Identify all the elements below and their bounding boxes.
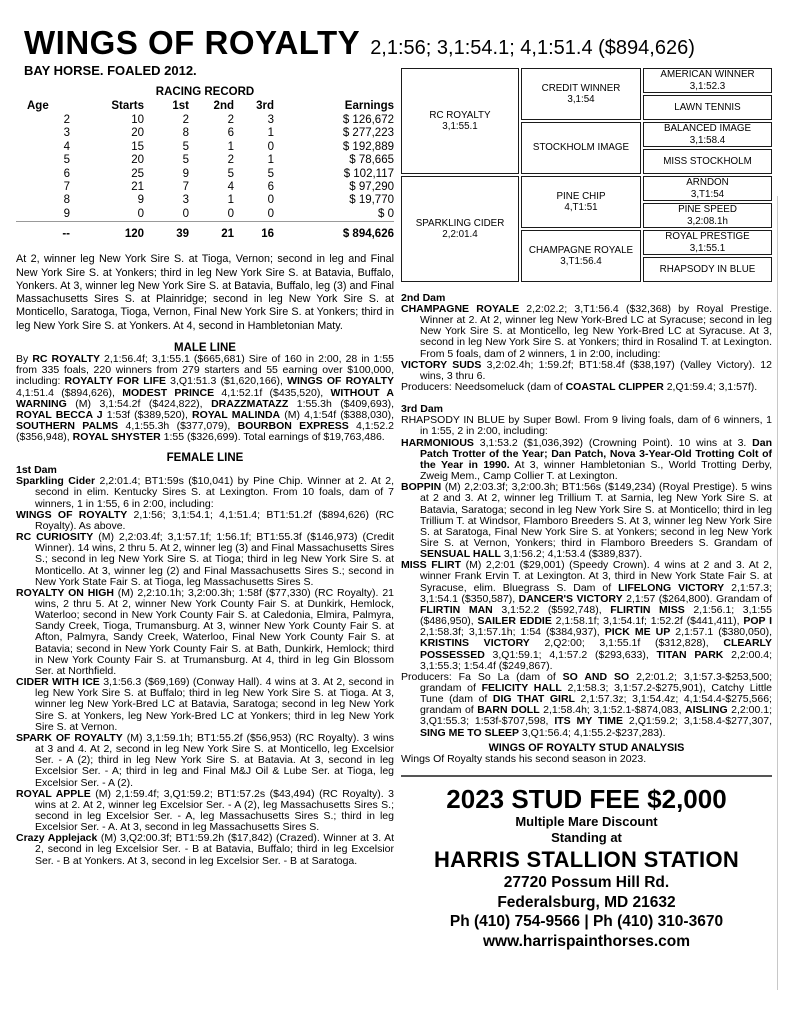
racing-cell: 1 bbox=[267, 127, 274, 140]
horse-entry: RHAPSODY IN BLUE by Super Bowl. From 9 living foals, dam of 6 winners, 1 in 1:55, 2 in 2:00, including: bbox=[401, 414, 772, 438]
pedigree-cell bbox=[401, 68, 519, 174]
racing-cell: 1 bbox=[267, 154, 274, 167]
racing-record-body bbox=[16, 114, 394, 242]
horse-entry: CIDER WITH ICE 3,1:56.3 ($69,169) (Conway Hall). 4 wins at 3. At 2, second in leg New York Sire S. at Buffalo; third in leg New York Sire S. at Tioga. At 3, winner leg New York-Bred LC at Batavia, Saratoga; second in leg New York Sire S. at Yonkers, leg New York-Bred LC at Yonkers; third in leg New York Sire S. at Vernon. bbox=[16, 676, 394, 733]
racing-cell: 0 bbox=[267, 194, 274, 207]
standing-at-label: Standing at bbox=[551, 830, 622, 846]
racing-cell: 4 bbox=[63, 140, 70, 153]
racing-row bbox=[16, 141, 394, 154]
horse-entry: Sparkling Cider 2,2:01.4; BT1:59s ($10,041) by Pine Chip. Winner at 2. At 2, second in elim. Kentucky Sires S. at Lexington. From 10 foals, dam of 7 winners, 1 in 1:55, 6 in 2:00, including: bbox=[16, 475, 394, 510]
racing-cell: 0 bbox=[227, 207, 234, 220]
racing-cell: 16 bbox=[234, 222, 274, 243]
racing-cell: 4 bbox=[227, 181, 234, 194]
page-edge-line bbox=[777, 196, 778, 990]
racing-cell: 21 bbox=[131, 181, 144, 194]
pedigree-horse-time: 3,T1:54 bbox=[690, 188, 725, 200]
pedigree-horse-name: ROYAL PRESTIGE bbox=[665, 231, 750, 242]
horse-entry: ROYALTY ON HIGH (M) 2,2:10.1h; 3,2:00.3h; 1:58f ($77,330) (RC Royalty). 21 wins, 2 thru 5. At 2, winner New York County Fair S. at Dunkirk, Hemlock, Waterloo; second in New York County Fair S. at Caledonia, Elmira, Palmyra, Sandy Creek, Tioga, Trumansburg. At 3, winner New York County Fair S. at Afton, Palmyra, Sandy Creek, Waterloo, Final New York County Fair S. at Batavia; second in New York County Fair S. at Bath, Dunkirk, Hemlock; third in New York County Fair S. at Trumansburg. At 4, third in leg Gin Blossom Ser. at Northfield. bbox=[16, 586, 394, 677]
pedigree-horse-name: SPARKLING CIDER bbox=[415, 217, 505, 229]
racing-cell: 9 bbox=[63, 207, 70, 220]
male-line-text: By RC ROYALTY 2,1:56.4f; 3,1:55.1 ($665,681) Sire of 160 in 2:00, 28 in 1:55 from 335 foals, 220 winners from 279 starters and 55 earning over $100,000, including: ROYALTY FOR LIFE 3,Q1:51.3 ($1,620,166), WINGS OF ROYALTY 4,1:51.4 ($894,626), MODEST PRINCE 4,1:52.1f ($435,520), WITHOUT A WARNING (M) 3,1:54.2f ($424,822), DRAZZMATAZZ 1:55.3h ($409,693), ROYAL BECCA J 1:53f ($389,520), ROYAL MALINDA (M) 4,1:54f ($388,030), SOUTHERN PALMS 4,1:55.3h ($377,079), BOURBON EXPRESS 4,1:52.2 ($356,948), ROYAL SHYSTER 1:55 ($326,699). Total earnings of $19,763,486. bbox=[16, 353, 395, 444]
racing-cell: 2 bbox=[63, 114, 70, 126]
racing-cell: 3 bbox=[267, 114, 274, 126]
racing-cell: -- bbox=[16, 222, 70, 243]
racing-record-heading: RACING RECORD bbox=[155, 86, 255, 98]
farm-website: www.harrispainthorses.com bbox=[482, 932, 690, 950]
pedigree-horse-name: LAWN TENNIS bbox=[674, 101, 741, 113]
pedigree-horse-name: PINE CHIP bbox=[556, 190, 606, 202]
pedigree-horse-time: 3,1:55.1 bbox=[689, 242, 726, 254]
racing-cell: 6 bbox=[227, 127, 234, 140]
racing-col-header: 1st bbox=[172, 100, 189, 112]
horse-entry: CHAMPAGNE ROYALE 2,2:02.2; 3,T1:56.4 ($32,368) by Royal Prestige. Winner at 2. At 2, winner leg New York-Bred LC at Syracuse; second in leg New York Sire S. at Monticello, leg New York-Bred LC at Syracuse. At 3, second in leg New York Sire S. at Yonkers; third in Rosalind T. at Lexington. From 5 foals, dam of 2 winners, 1 in 2:00, including: bbox=[401, 303, 772, 360]
female-line-entries bbox=[16, 476, 394, 866]
racing-cell: 10 bbox=[131, 114, 144, 126]
horse-entry: WINGS OF ROYALTY 2,1:56; 3,1:54.1; 4,1:51.4; BT1:51.2f ($894,626) (RC Royalty). As above. bbox=[16, 508, 394, 532]
pedigree-horse-time: 3,1:54 bbox=[567, 94, 595, 105]
left-column bbox=[16, 86, 394, 867]
racing-row bbox=[16, 114, 394, 127]
racing-cell: 2 bbox=[182, 114, 189, 126]
racing-cell: 7 bbox=[63, 181, 70, 194]
pedigree-cell bbox=[643, 257, 772, 282]
male-line-heading: MALE LINE bbox=[174, 342, 236, 355]
racing-col-header: Starts bbox=[111, 100, 144, 112]
racing-cell: 5 bbox=[227, 167, 234, 180]
racing-summary: At 2, winner leg New York Sire S. at Tioga, Vernon; second in leg and Final New York Sire S. at Yonkers; third in leg New York Sire S. at Batavia, Buffalo, Yonkers. At 3, winner leg New York Sire S. at Batavia, Buffalo, leg (3) and Final Massachusetts Sires S. at Plainridge; second in leg New York Sire S. at Monticello, Saratoga, Tioga, Vernon, Final New York Sire S. at Yonkers; third in leg New York Sire S. at Yonkers. At 4, second in Hambletonian Maty. bbox=[16, 253, 394, 332]
racing-col-header: 3rd bbox=[256, 100, 274, 112]
racing-cell: 5 bbox=[267, 167, 274, 180]
first-dam-label: 1st Dam bbox=[16, 464, 57, 477]
racing-cell: 8 bbox=[182, 127, 189, 140]
racing-cell: 6 bbox=[63, 167, 70, 180]
pedigree-horse-name: CREDIT WINNER bbox=[541, 82, 621, 94]
racing-record-header bbox=[16, 100, 394, 114]
right-column bbox=[401, 68, 772, 951]
pedigree-cell bbox=[643, 95, 772, 120]
pedigree-horse-name: MISS STOCKHOLM bbox=[663, 155, 752, 167]
horse-entry: Producers: Needsomeluck (dam of COASTAL CLIPPER 2,Q1:59.4; 3,1:57f). bbox=[401, 381, 758, 394]
farm-address-city: Federalsburg, MD 21632 bbox=[497, 893, 676, 911]
horse-entry: BOPPIN (M) 2,2:03.3f; 3,2:00.3h; BT1:56s ($149,234) (Royal Prestige). 5 wins at 2 and 3. At 2, winner leg Trillium T. at Sarnia, leg New York Sire S. at Batavia, Saratoga; second in leg New York Sire S. at Monticello; third in leg Trillium T. at Windsor, Flamboro Breeders S. At 3, winner leg New York Sire S. at Saratoga, Final New York Sire S. at Yonkers; second in leg New York Sire S. at Vernon, Yonkers; third in Flamboro Breeders S. Grandam of SENSUAL HALL 3,1:56.2; 4,1:53.4 ($389,837). bbox=[401, 481, 772, 561]
racing-cell: 7 bbox=[182, 181, 189, 194]
pedigree-cell bbox=[643, 149, 772, 174]
stud-ad-block bbox=[401, 785, 772, 951]
pedigree-horse-time: 3,1:52.3 bbox=[689, 80, 726, 92]
racing-cell: 0 bbox=[267, 140, 274, 153]
racing-cell: 2 bbox=[227, 114, 234, 126]
pedigree-horse-name: STOCKHOLM IMAGE bbox=[532, 142, 630, 154]
pedigree-horse-name: AMERICAN WINNER bbox=[660, 69, 755, 80]
racing-cell: 25 bbox=[131, 167, 144, 180]
racing-row bbox=[16, 127, 394, 140]
racing-row bbox=[16, 168, 394, 181]
horse-entry: ROYAL APPLE (M) 2,1:59.4f; 3,Q1:59.2; BT1:57.2s ($43,494) (RC Royalty). 3 wins at 2. At 2, winner leg Excelsior Ser. - A (2), leg Massachusetts Sires S.; second in leg Excelsior Ser. - A, leg Massachusetts Sires S.; third in leg Excelsior Ser. - A. At 3, second in leg Massachusetts Sires S. bbox=[16, 787, 394, 834]
pedigree-horse-name: RHAPSODY IN BLUE bbox=[659, 263, 756, 275]
pedigree-cell bbox=[643, 176, 772, 201]
pedigree-horse-time: 4,T1:51 bbox=[564, 202, 598, 213]
pedigree-cell bbox=[521, 230, 641, 282]
third-dam-label: 3rd Dam bbox=[401, 403, 444, 416]
horse-description: BAY HORSE. FOALED 2012. bbox=[24, 63, 197, 78]
horse-entry: MISS FLIRT (M) 2,2:01 ($29,001) (Speedy Crown). 4 wins at 2 and 3. At 2, winner Frank Ervin T. at Lexington. At 3, third in New York State Fair S. at Syracuse, elim. Bluegrass S. Dam of LIFELONG VICTORY 2,1:57.3; 3,1:54.1 ($350,587), DANCER'S VICTORY 2,1:57 ($264,800). Grandam of FLIRTIN MAN 3,1:52.2 ($592,748), FLIRTIN MISS 2,1:56.1; 3,1:55 ($486,950), SAILER EDDIE 2,1:58.1f; 3,1:54.1f; 1:52.2f ($441,411), POP I 2,1:58.3f; 3,1:57.1h; 1:54 ($384,937), PICK ME UP 2,1:57.1 ($380,050), KRISTINS VICTORY 2,Q2:00; 3,1:55.1f ($312,828), CLEARLY POSSESSED 3,Q1:59.1; 4,1:57.2 ($293,633), TITAN PARK 2,2:00.4; 3,1:55.3; 1:54.4f ($249,867). bbox=[401, 559, 773, 672]
horse-entry: HARMONIOUS 3,1:53.2 ($1,036,392) (Crowning Point). 10 wins at 3. Dan Patch Trotter of the Year; Dan Patch, Nova 3-Year-Old Trotting Colt of the Year in 1990. At 3, winner Hambletonian S., World Trotting Derby, Zweig Mem., Camp Collier T. at Lexington. bbox=[401, 436, 772, 483]
pedigree-cell bbox=[521, 176, 641, 228]
pedigree-horse-name: BALANCED IMAGE bbox=[663, 123, 752, 134]
racing-row bbox=[16, 181, 394, 194]
racing-cell: 20 bbox=[131, 127, 144, 140]
racing-cell: $ 894,626 bbox=[274, 222, 394, 243]
racing-cell: 39 bbox=[144, 222, 189, 243]
second-dam-label: 2nd Dam bbox=[401, 292, 446, 304]
farm-phones: Ph (410) 754-9566 | Ph (410) 310-3670 bbox=[449, 913, 724, 931]
pedigree-cell bbox=[521, 122, 641, 174]
racing-cell: 15 bbox=[131, 140, 144, 153]
racing-cell: $ 78,665 bbox=[349, 154, 394, 167]
second-dam-entries bbox=[401, 304, 772, 393]
racing-cell: 1 bbox=[227, 194, 234, 207]
pedigree-horse-time: 3,1:55.1 bbox=[442, 121, 478, 132]
racing-cell: $ 102,117 bbox=[343, 167, 394, 180]
stud-discount: Multiple Mare Discount bbox=[515, 814, 658, 830]
racing-cell: 3 bbox=[182, 194, 189, 207]
stud-fee: 2023 STUD FEE $2,000 bbox=[446, 784, 727, 815]
pedigree-horse-time: 3,1:58.4 bbox=[689, 134, 726, 146]
horse-entry: SPARK OF ROYALTY (M) 3,1:59.1h; BT1:55.2f ($56,953) (RC Royalty). 3 wins at 3 and 4. At 2, second in leg New York Sire S. at Monticello, leg Excelsior Ser. - A (2); third in leg New York Sire S. at Batavia. At 3, second in leg Excelsior Ser. - A; third in leg and Final M&J Oil & Lube Ser. at Tioga, leg Excelsior Ser. - A (2). bbox=[16, 731, 394, 789]
racing-cell: 20 bbox=[131, 154, 144, 167]
pedigree-cell bbox=[643, 68, 772, 93]
racing-cell: 9 bbox=[182, 167, 189, 180]
racing-cell: $ 277,223 bbox=[342, 127, 394, 140]
pedigree-horse-name: RC ROYALTY bbox=[429, 109, 491, 121]
racing-cell: $ 126,672 bbox=[342, 114, 394, 126]
pedigree-horse-name: ARNDON bbox=[686, 177, 729, 188]
third-dam-entries bbox=[401, 415, 772, 739]
stud-analysis-text: Wings Of Royalty stands his second season in 2023. bbox=[401, 752, 647, 765]
third-dam-section bbox=[401, 403, 772, 739]
racing-cell: 2 bbox=[227, 154, 234, 167]
pedigree-horse-time: 3,2:08.1h bbox=[687, 215, 728, 227]
stud-divider bbox=[401, 775, 772, 777]
racing-col-header: 2nd bbox=[213, 100, 234, 112]
page-title: WINGS OF ROYALTY bbox=[24, 24, 361, 61]
racing-cell: 1 bbox=[227, 140, 234, 153]
pedigree-cell bbox=[643, 203, 772, 228]
racing-cell: 9 bbox=[137, 194, 144, 207]
racing-row bbox=[16, 208, 394, 222]
racing-col-header: Age bbox=[27, 100, 49, 112]
pedigree-horse-time: 2,2:01.4 bbox=[442, 229, 478, 240]
racing-cell: 0 bbox=[267, 207, 274, 220]
pedigree-cell bbox=[521, 68, 641, 120]
pedigree-cell bbox=[643, 230, 772, 255]
horse-entry: Crazy Applejack (M) 3,Q2:00.3f; BT1:59.2h ($17,842) (Crazed). Winner at 3. At 2, second in leg Excelsior Ser. - B at Batavia, Buffalo; third in leg Excelsior Ser. - B at Yonkers. At 3, second in leg Excelsior Ser. - B at Saratoga. bbox=[16, 832, 395, 867]
racing-cell: 21 bbox=[189, 222, 234, 243]
horse-entry: RC CURIOSITY (M) 2,2:03.4f; 3,1:57.1f; 1:56.1f; BT1:55.3f ($146,973) (Credit Winner). 14 wins, 2 thru 5. At 2, winner leg (3) and Final Massachusetts Sires S.; second in leg New York Sire S. at Tioga; third in leg New York Sire S. at Monticello. At 3, winner leg (2) and Final Massachusetts Sires S.; second in New York State Fair S. at Tioga, leg Massachusetts Sires S. bbox=[16, 531, 394, 588]
racing-cell: $ 19,770 bbox=[349, 194, 394, 207]
horse-entry: VICTORY SUDS 3,2:02.4h; 1:59.2f; BT1:58.4f ($38,197) (Valley Victory). 12 wins, 3 thru 6. bbox=[401, 358, 772, 382]
racing-cell: $ 192,889 bbox=[342, 140, 394, 153]
horse-entry: Producers: Fa So La (dam of SO AND SO 2,2:01.2; 3,1:57.3-$253,500; grandam of FELICITY HALL 2,1:58.3; 3,1:57.2-$275,901), Catchy Little Tune (dam of DIG THAT GIRL 2,1:57.3z; 3,1:54.4z; 4,1:54.4-$275,566; grandam of BARN DOLL 2,1:58.4h; 3,1:52.1-$874,083, AISLING 2,2:00.1; 3,Q1:55.3; 1:53f-$707,598, ITS MY TIME 2,Q1:59.2; 3,1:58.4-$277,307, SING ME TO SLEEP 3,Q1:56.4; 4,1:55.2-$237,283). bbox=[401, 670, 773, 739]
racing-cell: 5 bbox=[63, 154, 70, 167]
racing-cell: $ 97,290 bbox=[349, 181, 394, 194]
racing-cell: 5 bbox=[182, 140, 189, 153]
racing-cell: 8 bbox=[63, 194, 70, 207]
racing-cell: 5 bbox=[182, 154, 189, 167]
farm-address-street: 27720 Possum Hill Rd. bbox=[503, 874, 670, 892]
racing-cell: 0 bbox=[182, 207, 189, 220]
pedigree-horse-name: CHAMPAGNE ROYALE bbox=[528, 244, 634, 256]
racing-row bbox=[16, 194, 394, 207]
racing-cell: 6 bbox=[267, 181, 274, 194]
female-line-heading: FEMALE LINE bbox=[166, 452, 244, 465]
pedigree-cell bbox=[401, 176, 519, 282]
racing-col-header: Earnings bbox=[344, 100, 394, 112]
racing-total-row bbox=[16, 222, 394, 243]
racing-cell: 3 bbox=[63, 127, 70, 140]
second-dam-section bbox=[401, 292, 772, 393]
farm-name: HARRIS STALLION STATION bbox=[433, 847, 740, 873]
pedigree-cell bbox=[643, 122, 772, 147]
stud-analysis-heading: WINGS OF ROYALTY STUD ANALYSIS bbox=[488, 741, 685, 754]
pedigree-table bbox=[401, 68, 772, 282]
racing-row bbox=[16, 154, 394, 167]
pedigree-horse-name: PINE SPEED bbox=[678, 204, 737, 215]
title-race-times: 2,1:56; 3,1:54.1; 4,1:51.4 ($894,626) bbox=[370, 37, 695, 59]
racing-cell: 120 bbox=[70, 222, 144, 243]
racing-cell: $ 0 bbox=[378, 207, 394, 220]
racing-cell: 0 bbox=[137, 207, 144, 220]
racing-record-table bbox=[16, 100, 394, 242]
pedigree-horse-time: 3,T1:56.4 bbox=[560, 256, 602, 267]
